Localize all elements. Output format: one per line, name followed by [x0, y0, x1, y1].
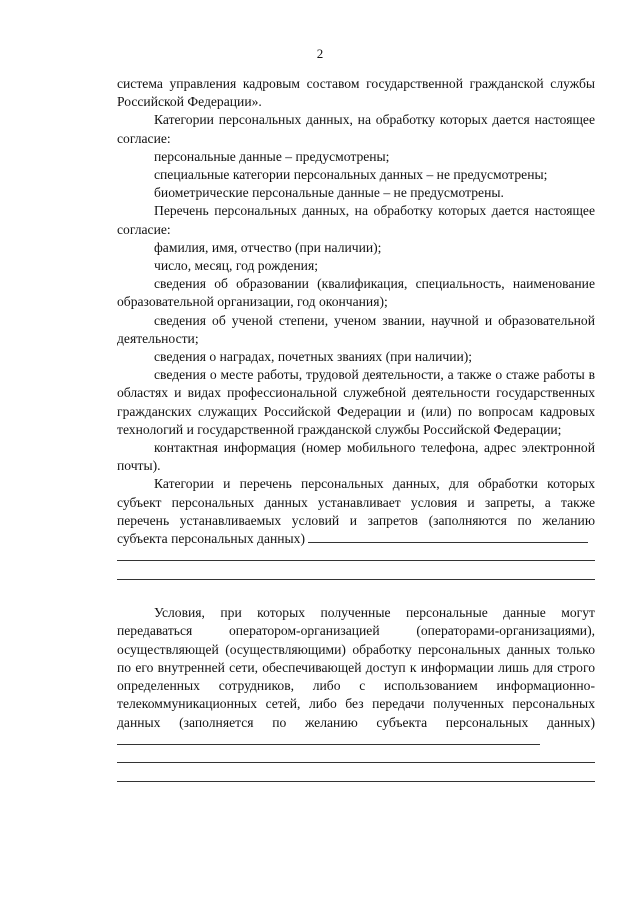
list-item-biometric: биометрические персональные данные – не предусмотрены. — [154, 185, 504, 201]
list-item-degree: сведения об ученой степени, ученом звании, научной и образовательной деятельности; — [117, 312, 595, 346]
list-item-personal-data: персональные данные – предусмотрены; — [154, 148, 390, 164]
paragraph-system: система управления кадровым составом государственной гражданской службы Российской Федерации». — [117, 76, 595, 110]
restrictions-blank-line-2[interactable] — [117, 567, 595, 580]
paragraph-categories-heading: Категории персональных данных, на обработку которых дается настоящее согласие: — [117, 112, 595, 146]
list-item-contacts: контактная информация (номер мобильного телефона, адрес электронной почты). — [117, 440, 595, 474]
paragraph-transfer-conditions — [117, 604, 595, 750]
list-item-special-categories: специальные категории персональных данных – не предусмотрены; — [154, 167, 548, 183]
list-item-awards: сведения о наградах, почетных званиях (при наличии); — [154, 349, 473, 365]
conditions-fill-line[interactable] — [117, 734, 540, 745]
conditions-blank-line-1[interactable] — [117, 750, 595, 763]
paragraph-restrictions — [117, 475, 595, 548]
document-body — [117, 75, 595, 788]
list-item-work: сведения о месте работы, трудовой деятельности, а также о стаже работы в областях и видах профессиональной служебной деятельности государственных гражданских служащих Российской Федерации и (или) по вопросам кадровых технологий и государственной гражданской службы Российской Федерации; — [117, 367, 595, 437]
restrictions-blank-line-1[interactable] — [117, 548, 595, 561]
list-item-name: фамилия, имя, отчество (при наличии); — [154, 239, 382, 255]
paragraph-list-heading: Перечень персональных данных, на обработку которых дается настоящее согласие: — [117, 203, 595, 237]
restrictions-fill-line[interactable] — [308, 532, 588, 543]
transfer-conditions-text: Условия, при которых полученные персональные данные могут передаваться оператором-организацией (операторами-организациями), осуществляющей (осуществляющими) обработку персональных данных только по его внутренней сети, обеспечивающей доступ к информации лишь для строго определенных сотрудников, либо с использованием информационно-телекоммуникационных сетей, либо без передачи полученных персональных данных (заполняется по желанию субъекта персональных данных) — [117, 605, 595, 730]
restrictions-text: Категории и перечень персональных данных, для обработки которых субъект персональных данных устанавливает условия и запреты, а также перечень устанавливаемых условий и запретов (заполняются по желанию субъекта персональных данных) — [117, 476, 595, 547]
list-item-education: сведения об образовании (квалификация, специальность, наименование образовательной организации, год окончания); — [117, 276, 595, 310]
page-number: 2 — [316, 46, 324, 61]
list-item-birthdate: число, месяц, год рождения; — [154, 258, 318, 274]
conditions-blank-line-2[interactable] — [117, 769, 595, 782]
section-spacer — [117, 586, 595, 604]
